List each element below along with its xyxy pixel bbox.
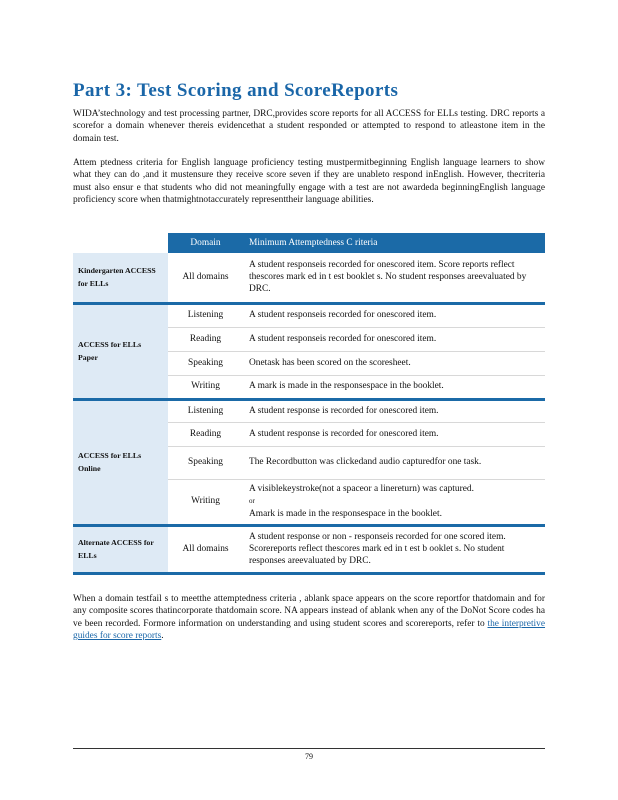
table-row: [73, 525, 545, 573]
attemptedness-paragraph: Attem ptedness criteria for English language proficiency testing mustpermitbeginning English language learners to show what they can do ,and it mustensure they receive score seven if they are unableto respond inEnglish. However, thecriteria must also ensur e that students who did not meaningfully engage with a test are not awardeda beginningEnglish language proficiency score when thatmightnotaccurately representtheir language abilities.: [73, 158, 545, 205]
domain-cell: All domains: [168, 525, 243, 573]
domain-cell: Speaking: [168, 446, 243, 479]
program-paper: ACCESS for ELLs Paper: [73, 303, 168, 399]
criteria-or: or: [249, 497, 255, 506]
header-criteria: Minimum Attemptedness C riteria: [243, 233, 545, 253]
attemptedness-criteria-table: [73, 233, 545, 575]
criteria-cell: A mark is made in the responsespace in the booklet.: [243, 375, 545, 399]
scoring-paragraph-text: When a domain testfail s to meetthe attemptedness criteria , ablank space appears on the score reportfor thatdomain and for any composite scores thatincorporate thatdomain score. NA appears instead of ablank when any of the DoNot Score codes ha ve been recorded. Formore information on understanding and using student scores and scorereports, refer to: [73, 594, 545, 629]
header-blank-cell: [73, 233, 168, 253]
domain-cell: Speaking: [168, 351, 243, 375]
program-online: ACCESS for ELLs Online: [73, 399, 168, 525]
domain-cell: Writing: [168, 479, 243, 525]
table-row: [73, 399, 545, 422]
criteria-cell: [243, 479, 545, 525]
table-header-row: [73, 233, 545, 253]
program-kindergarten: Kindergarten ACCESS for ELLs: [73, 253, 168, 303]
scoring-paragraph: [73, 593, 545, 642]
header-domain: Domain: [168, 233, 243, 253]
page-title: Part 3: Test Scoring and ScoreReports: [73, 80, 399, 101]
criteria-cell: A student responseis recorded for onescored item.: [243, 327, 545, 351]
criteria-cell: A student responseis recorded for onescored item.: [243, 303, 545, 327]
scoring-paragraph-end: .: [161, 630, 164, 641]
domain-cell: Writing: [168, 375, 243, 399]
table-row: [73, 303, 545, 327]
intro-paragraph: WIDA’stechnology and test processing partner, DRC,provides score reports for all ACCESS for ELLs testing. DRC reports a scorefor a domain whenever thereis evidencethat a student responded or attempted to respond to atleastone item in the domain test.: [73, 109, 545, 144]
criteria-cell: A student response is recorded for onescored item.: [243, 422, 545, 446]
page-number: 79: [305, 752, 313, 761]
footer-divider: [73, 748, 545, 749]
criteria-cell: A student responseis recorded for onescored item. Score reports reflect thescores mark ed in t est booklet s. No student responses areevaluated by DRC.: [243, 253, 545, 303]
criteria-line-1: A visiblekeystroke(not a spaceor a linereturn) was captured.: [249, 484, 474, 495]
domain-cell: Listening: [168, 303, 243, 327]
interpretive-guides-link[interactable]: the interpretive guides for score reports: [73, 618, 546, 641]
domain-cell: Reading: [168, 327, 243, 351]
domain-cell: Reading: [168, 422, 243, 446]
program-alternate: Alternate ACCESS for ELLs: [73, 525, 168, 573]
table-row: [73, 253, 545, 303]
domain-cell: Listening: [168, 399, 243, 422]
criteria-cell: A student response or non - responseis recorded for one scored item. Scorereports reflect thescores mark ed in t est b ooklet s. No student responses areevaluated by DRC.: [243, 525, 545, 573]
criteria-line-2: Amark is made in the responsespace in the booklet.: [249, 508, 442, 519]
criteria-cell: A student response is recorded for onescored item.: [243, 399, 545, 422]
criteria-cell: Onetask has been scored on the scoresheet.: [243, 351, 545, 375]
criteria-cell: The Recordbutton was clickedand audio capturedfor one task.: [243, 446, 545, 479]
domain-cell: All domains: [168, 253, 243, 303]
